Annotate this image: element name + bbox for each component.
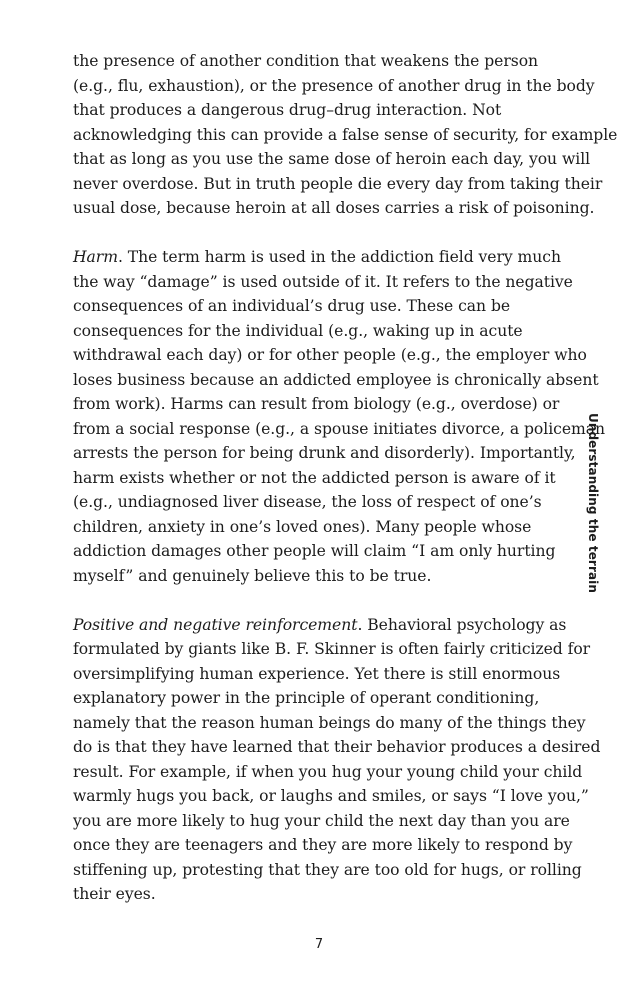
- text-line: from work). Harms can result from biology (e.g., overdose) or: [73, 395, 560, 413]
- text-line: [73, 613, 573, 638]
- text-line: stiffening up, protesting that they are too old for hugs, or rolling: [73, 860, 582, 879]
- text-line: that as long as you use the same dose of heroin each day, you will: [73, 150, 591, 168]
- text-line: children, anxiety in one’s loved ones). Many people whose: [73, 517, 532, 536]
- text-line: the way “damage” is used outside of it. It refers to the negative: [73, 272, 573, 291]
- text-line: loses business because an addicted employee is chronically absent: [73, 370, 599, 389]
- text-line: explanatory power in the principle of operant conditioning,: [73, 689, 540, 707]
- term-reinforcement: Positive and negative reinforcement: [73, 615, 358, 634]
- text-line: never overdose. But in truth people die every day from taking their: [73, 174, 603, 193]
- text-fragment: . Behavioral psychology as: [357, 615, 567, 634]
- text-line: from a social response (e.g., a spouse initiates divorce, a policeman: [73, 419, 605, 438]
- text-line: once they are teenagers and they are more likely to respond by: [73, 836, 573, 854]
- text-line: (e.g., undiagnosed liver disease, the loss of respect of one’s: [73, 493, 542, 511]
- text-line: consequences for the individual (e.g., waking up in acute: [73, 321, 523, 340]
- text-fragment: . The term harm is used in the addiction field very much: [117, 248, 561, 266]
- running-head-label: Understanding the terrain: [586, 413, 600, 594]
- text-line: formulated by giants like B. F. Skinner is often fairly criticized for: [73, 640, 591, 658]
- text-line: arrests the person for being drunk and disorderly). Importantly,: [73, 444, 576, 462]
- text-line: (e.g., flu, exhaustion), or the presence of another drug in the body: [73, 76, 595, 95]
- text-line: usual dose, because heroin at all doses carries a risk of poisoning.: [73, 199, 595, 217]
- text-line: do is that they have learned that their behavior produces a desired: [73, 738, 601, 756]
- text-line: addiction damages other people will claim “I am only hurting: [73, 542, 556, 560]
- text-line: namely that the reason human beings do many of the things they: [73, 713, 586, 732]
- text-line: result. For example, if when you hug your young child your child: [73, 762, 583, 781]
- text-line: that produces a dangerous drug–drug interaction. Not: [73, 101, 502, 119]
- term-harm: Harm: [73, 248, 118, 266]
- text-line: oversimplifying human experience. Yet there is still enormous: [73, 664, 561, 683]
- text-line: the presence of another condition that weakens the person: [73, 52, 539, 70]
- text-line: consequences of an individual’s drug use. These can be: [73, 297, 511, 315]
- text-line: their eyes.: [73, 885, 156, 903]
- paragraph-overdose-continued: [73, 49, 618, 221]
- text-line: warmly hugs you back, or laughs and smiles, or says “I love you,”: [73, 787, 589, 805]
- text-line: withdrawal each day) or for other people (e.g., the employer who: [73, 346, 587, 364]
- page-number: 7: [314, 937, 324, 952]
- text-line: acknowledging this can provide a false sense of security, for example: [73, 125, 618, 144]
- text-line: myself” and genuinely believe this to be true.: [73, 566, 432, 585]
- text-line: [73, 245, 573, 270]
- paragraph-reinforcement: [73, 613, 601, 907]
- text-line: harm exists whether or not the addicted person is aware of it: [73, 468, 556, 487]
- text-line: you are more likely to hug your child the next day than you are: [73, 811, 570, 830]
